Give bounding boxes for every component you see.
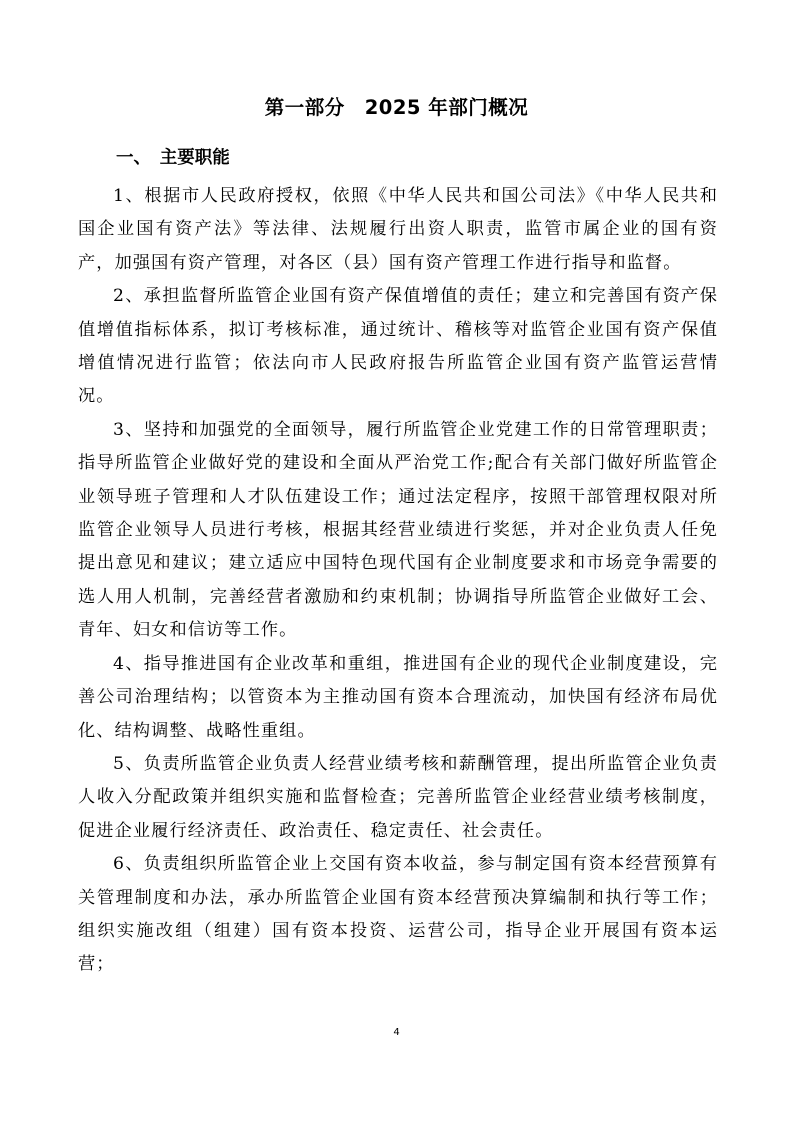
- paragraph-2: 2、承担监督所监管企业国有资产保值增值的责任；建立和完善国有资产保值增值指标体系，拟订考核标准，通过统计、稽核等对监管企业国有资产保值增值情况进行监管；依法向市人民政府报告所监管企业国有资产监管运营情况。: [78, 286, 718, 407]
- body-text: [78, 180, 718, 982]
- paragraph-4: 4、指导推进国有企业改革和重组，推进国有企业的现代企业制度建设，完善公司治理结构；以管资本为主推动国有资本合理流动，加快国有经济布局优化、结构调整、战略性重组。: [78, 653, 718, 741]
- page-number: 4: [393, 1027, 400, 1038]
- paragraph-3: 3、坚持和加强党的全面领导，履行所监管企业党建工作的日常管理职责；指导所监管企业做好党的建设和全面从严治党工作;配合有关部门做好所监管企业领导班子管理和人才队伍建设工作；通过法定程序，按照干部管理权限对所监管企业领导人员进行考核，根据其经营业绩进行奖惩，并对企业负责人任免提出意见和建议；建立适应中国特色现代国有企业制度要求和市场竞争需要的选人用人机制，完善经营者激励和约束机制；协调指导所监管企业做好工会、青年、妇女和信访等工作。: [78, 419, 718, 641]
- paragraph-1: 1、根据市人民政府授权，依照《中华人民共和国公司法》《中华人民共和国企业国有资产法》等法律、法规履行出资人职责，监管市属企业的国有资产，加强国有资产管理，对各区（县）国有资产管理工作进行指导和监督。: [78, 186, 718, 273]
- section-heading: 一、 主要职能: [116, 148, 230, 168]
- part-title: 第一部分 2025 年部门概况: [264, 96, 529, 119]
- paragraph-6: 6、负责组织所监管企业上交国有资本收益，参与制定国有资本经营预算有关管理制度和办法，承办所监管企业国有资本经营预决算编制和执行等工作；组织实施改组（组建）国有资本投资、运营公司，指导企业开展国有资本运营；: [78, 854, 718, 975]
- paragraph-5: 5、负责所监管企业负责人经营业绩考核和薪酬管理，提出所监管企业负责人收入分配政策并组织实施和监督检查；完善所监管企业经营业绩考核制度，促进企业履行经济责任、政治责任、稳定责任、社会责任。: [78, 753, 718, 841]
